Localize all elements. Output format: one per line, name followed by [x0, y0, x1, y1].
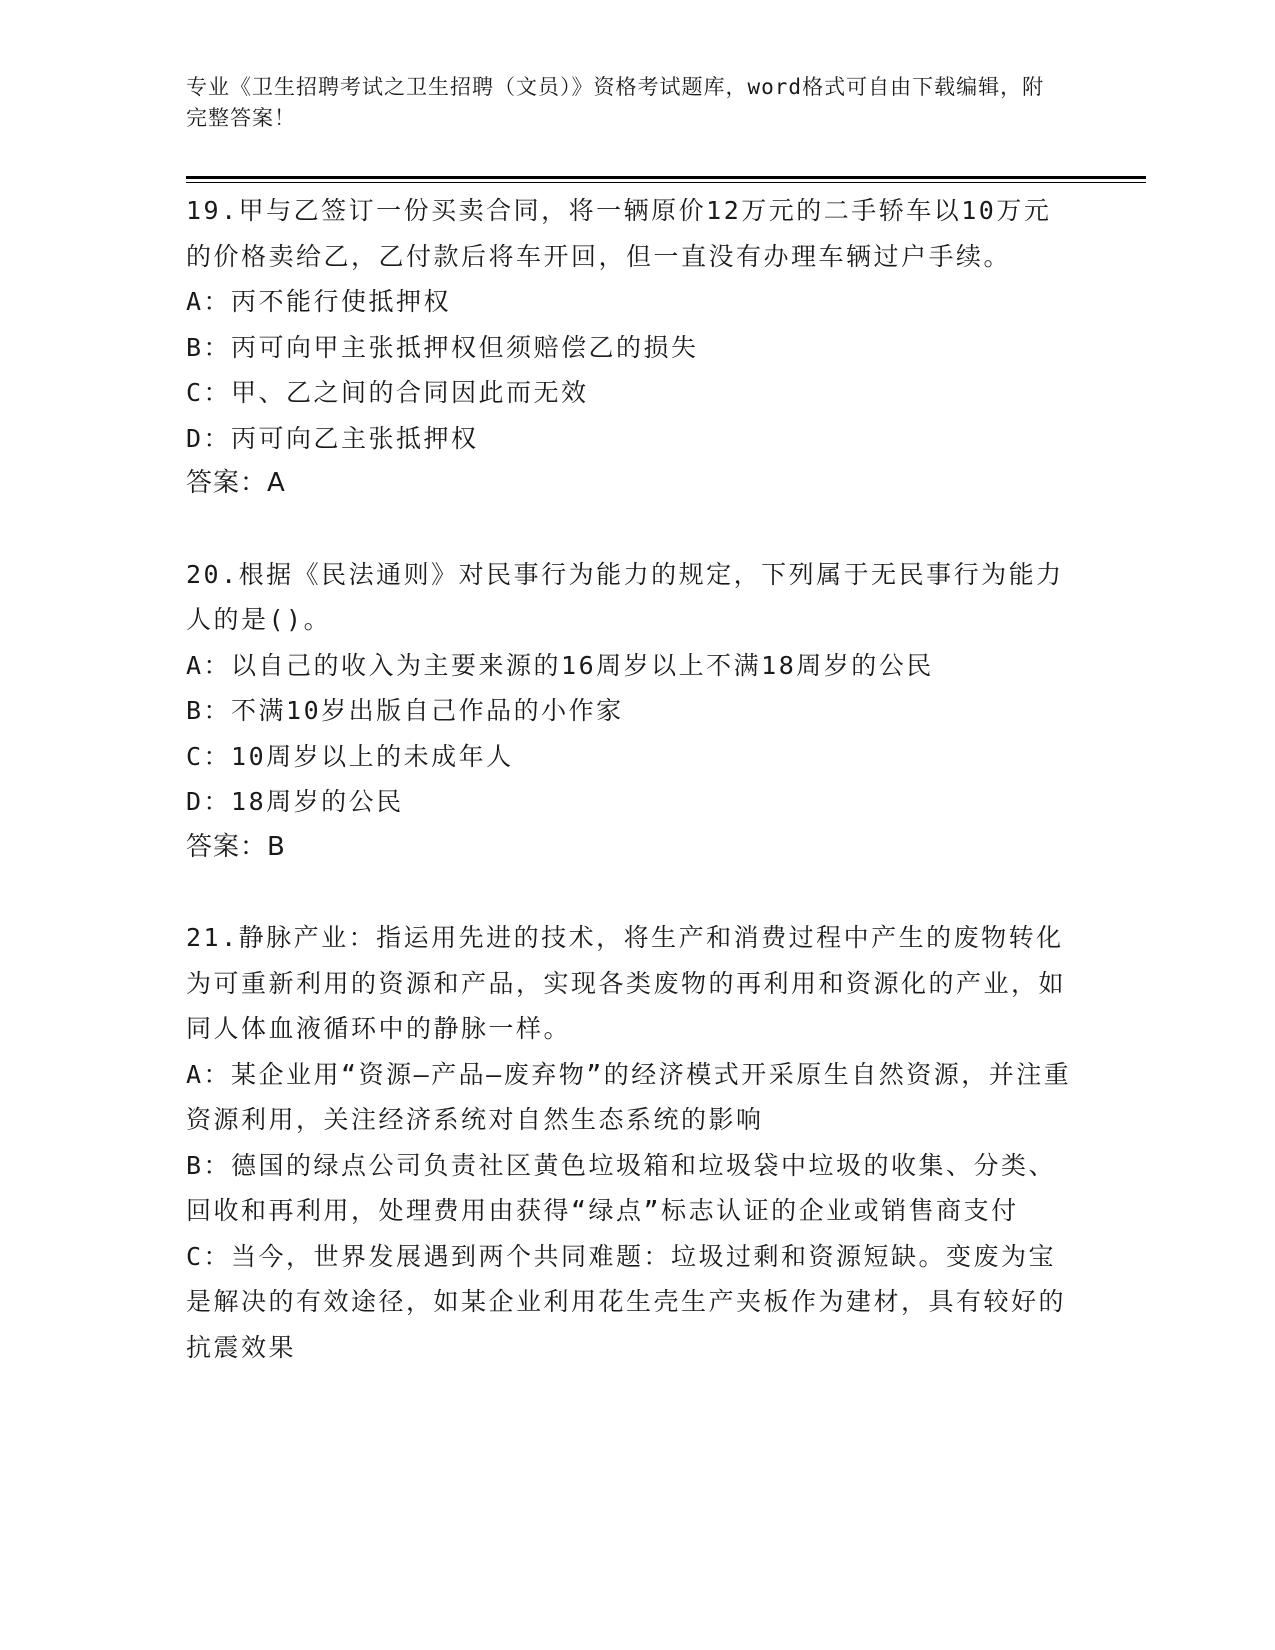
option-c: C：当今，世界发展遇到两个共同难题：垃圾过剩和资源短缺。变废为宝是解决的有效途径，如某企业利用花生壳生产夹板作为建材，具有较好的抗震效果	[186, 1241, 1067, 1362]
spacer	[186, 507, 1076, 552]
question-20	[186, 552, 1076, 871]
option-d: D：丙可向乙主张抵押权	[186, 423, 479, 453]
option-c: C：甲、乙之间的合同因此而无效	[186, 378, 589, 407]
option-a: A：以自己的收入为主要来源的16周岁以上不满18周岁的公民	[186, 650, 934, 680]
answer: 答案：B	[186, 831, 286, 862]
spacer	[186, 870, 1076, 915]
option-b: B：德国的绿点公司负责社区黄色垃圾箱和垃圾袋中垃圾的收集、分类、回收和再利用，处理费用由获得“绿点”标志认证的企业或销售商支付	[186, 1150, 1057, 1225]
question-21	[186, 915, 1076, 1370]
question-19	[186, 188, 1076, 507]
question-stem: 20.根据《民法通则》对民事行为能力的规定，下列属于无民事行为能力人的是()。	[186, 559, 1064, 634]
option-b: B：不满10岁出版自己作品的小作家	[186, 696, 624, 725]
header-rule-thick	[186, 176, 1146, 179]
option-a: A：丙不能行使抵押权	[186, 287, 452, 316]
question-stem: 21.静脉产业：指运用先进的技术，将生产和消费过程中产生的废物转化为可重新利用的资源和产品，实现各类废物的再利用和资源化的产业，如同人体血液循环中的静脉一样。	[186, 923, 1067, 1043]
option-b: B：丙可向甲主张抵押权但须赔偿乙的损失	[186, 332, 699, 362]
answer: 答案：A	[186, 468, 286, 498]
option-a: A：某企业用“资源—产品—废弃物”的经济模式开采原生自然资源，并注重资源利用，关注经济系统对自然生态系统的影响	[186, 1059, 1072, 1134]
option-d: D：18周岁的公民	[186, 787, 404, 816]
document-header: 专业《卫生招聘考试之卫生招聘（文员）》资格考试题库，word格式可自由下载编辑，附完整答案！	[186, 75, 1045, 130]
question-list	[186, 188, 1076, 1370]
question-stem: 19.甲与乙签订一份买卖合同，将一辆原价12万元的二手轿车以10万元的价格卖给乙，乙付款后将车开回，但一直没有办理车辆过户手续。	[186, 196, 1052, 271]
option-c: C：10周岁以上的未成年人	[186, 741, 514, 771]
header-rule-thin	[186, 182, 1146, 183]
